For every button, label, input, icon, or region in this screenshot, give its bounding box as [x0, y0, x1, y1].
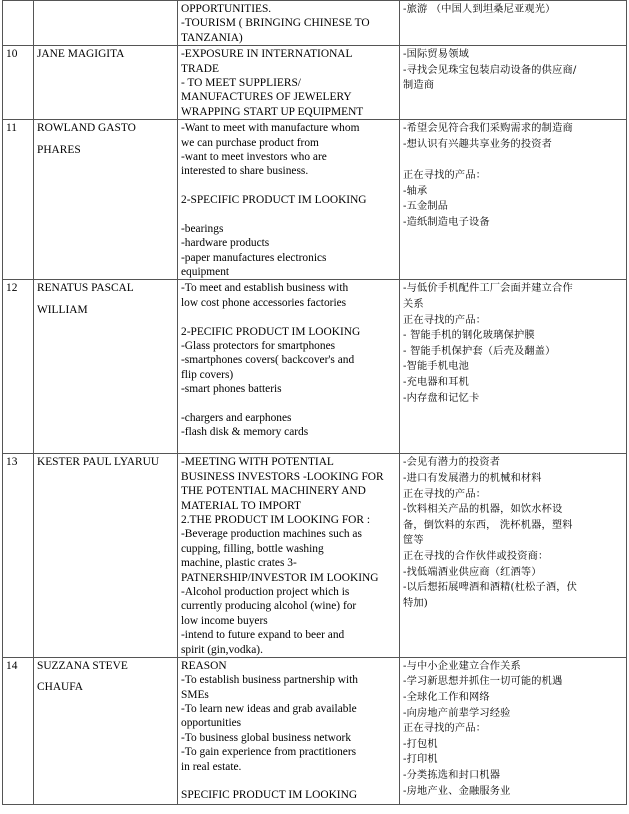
- english-description-line: -Want to meet with manufacture whom: [181, 122, 360, 135]
- row-number: [3, 280, 34, 454]
- row-number: [3, 46, 34, 120]
- english-description-line: BUSINESS INVESTORS -LOOKING FOR: [181, 470, 384, 483]
- row-number-text: 11: [6, 122, 17, 135]
- chinese-description-line: 正在寻找的产品：: [403, 488, 487, 500]
- english-description-line: cupping, filling, bottle washing: [181, 542, 324, 555]
- chinese-description-line: -分类拣选和封口机器: [403, 770, 501, 782]
- row-number: [3, 454, 34, 657]
- english-description-line: opportunities: [181, 717, 242, 730]
- english-description-line: -To meet and establish business with: [181, 282, 349, 295]
- row-number-text: 10: [6, 48, 18, 61]
- english-description-line: -EXPOSURE IN INTERNATIONAL: [181, 48, 353, 61]
- row-number: [3, 120, 34, 280]
- english-description: [178, 120, 400, 280]
- blank-line: [181, 207, 396, 221]
- chinese-description-line: -饮料相关产品的机器，如饮水杯设: [403, 504, 563, 516]
- blank-line: [403, 152, 623, 168]
- chinese-description-line: -内存盘和记忆卡: [403, 392, 480, 404]
- chinese-description: [400, 657, 627, 804]
- chinese-description-line: -与中小企业建立合作关系: [403, 660, 521, 672]
- chinese-description-line: -旅游 （中国人到坦桑尼亚观光）: [403, 4, 556, 15]
- chinese-description-line: 正在寻找的合作伙伴或投资商：: [403, 550, 549, 562]
- chinese-description: [400, 120, 627, 280]
- english-description-line: TRADE: [181, 62, 219, 75]
- chinese-description-line: -打印机: [403, 754, 438, 766]
- english-description-line: machine, plastic crates 3-: [181, 557, 297, 570]
- blank-line: [181, 397, 396, 411]
- chinese-description-line: -进口有发展潜力的机械和材料: [403, 473, 542, 485]
- english-description-line: SPECIFIC PRODUCT IM LOOKING: [181, 789, 358, 802]
- table-row: [3, 657, 627, 804]
- participant-name-line: KESTER PAUL LYARUU: [37, 456, 160, 469]
- chinese-description-line: 筐等: [403, 535, 424, 547]
- english-description-line: interested to share business.: [181, 165, 309, 178]
- chinese-description-line: -寻找会见珠宝包装启动设备的供应商/: [403, 64, 577, 76]
- english-description-line: OPPORTUNITIES.: [181, 3, 272, 15]
- chinese-description-line: -轴承: [403, 185, 428, 197]
- participant-name: [34, 120, 178, 280]
- english-description-line: -chargers and earphones: [181, 411, 292, 424]
- chinese-description-line: 关系: [403, 299, 424, 311]
- english-description-line: -want to meet investors who are: [181, 150, 327, 163]
- english-description: [178, 454, 400, 657]
- english-description-line: flip covers): [181, 368, 234, 381]
- chinese-description-line: -与低价手机配件工厂会面并建立合作: [403, 283, 573, 295]
- chinese-description: [400, 46, 627, 120]
- chinese-description-line: -希望会见符合我们采购需求的制造商: [403, 123, 573, 135]
- participants-table-body: [3, 1, 627, 805]
- english-description: [178, 657, 400, 804]
- row-number-text: 12: [6, 282, 18, 295]
- chinese-description-line: -房地产业、金融服务业: [403, 785, 511, 797]
- table-row: [3, 1, 627, 46]
- chinese-description-line: -智能手机电池: [403, 361, 469, 373]
- english-description-line: 2-SPECIFIC PRODUCT IM LOOKING: [181, 194, 367, 207]
- english-description: [178, 46, 400, 120]
- chinese-description-line: -全球化工作和网络: [403, 692, 490, 704]
- english-description-line: -paper manufactures electronics: [181, 251, 327, 264]
- participant-name: [34, 46, 178, 120]
- english-description-line: SMEs: [181, 688, 209, 701]
- chinese-description-line: -充电器和耳机: [403, 376, 469, 388]
- chinese-description-line: - 智能手机的钢化玻璃保护膜: [403, 330, 535, 342]
- english-description-line: 2.THE PRODUCT IM LOOKING FOR :: [181, 513, 371, 526]
- participant-name: [34, 1, 178, 46]
- english-description-line: -smart phones batteris: [181, 383, 282, 396]
- english-description-line: -To gain experience from practitioners: [181, 746, 357, 759]
- english-description: [178, 1, 400, 46]
- english-description-line: REASON: [181, 659, 227, 672]
- chinese-description-line: -向房地产前辈学习经验: [403, 707, 511, 719]
- english-description-line: -Beverage production machines such as: [181, 528, 362, 541]
- chinese-description-line: 正在寻找的产品：: [403, 169, 487, 181]
- chinese-description-line: -国际贸易领域: [403, 49, 469, 61]
- english-description-line: currently producing alcohol (wine) for: [181, 600, 357, 613]
- participant-name-line: ROWLAND GASTO: [37, 122, 136, 135]
- chinese-description: [400, 1, 627, 46]
- english-description-line: -flash disk & memory cards: [181, 426, 309, 439]
- english-description-line: -Alcohol production project which is: [181, 585, 350, 598]
- table-row: [3, 120, 627, 280]
- english-description-line: spirit (gin,vodka).: [181, 643, 263, 656]
- chinese-description-line: -五金制品: [403, 201, 449, 213]
- chinese-description-line: -学习新思想并抓住一切可能的机遇: [403, 676, 563, 688]
- chinese-description: [400, 454, 627, 657]
- participant-name: [34, 280, 178, 454]
- english-description-line: equipment: [181, 266, 230, 279]
- english-description-line: -Glass protectors for smartphones: [181, 339, 336, 352]
- english-description-line: TANZANIA): [181, 31, 243, 44]
- participant-name-line: WILLIAM: [37, 303, 88, 316]
- participant-name-line: RENATUS PASCAL: [37, 282, 134, 295]
- english-description-line: PATNERSHIP/INVESTOR IM LOOKING: [181, 571, 379, 584]
- participant-name-line: PHARES: [37, 143, 81, 156]
- english-description-line: -To business global business network: [181, 731, 352, 744]
- english-description-line: -To learn new ideas and grab available: [181, 703, 357, 716]
- chinese-description-line: -会见有潜力的投资者: [403, 457, 501, 469]
- english-description-line: MATERIAL TO IMPORT: [181, 499, 301, 512]
- participant-name-line: JANE MAGIGITA: [37, 48, 125, 61]
- blank-line: [181, 310, 396, 324]
- table-row: [3, 46, 627, 120]
- english-description: [178, 280, 400, 454]
- chinese-description-line: - 智能手机保护套（后壳及翻盖）: [403, 345, 556, 357]
- english-description-line: low cost phone accessories factories: [181, 296, 347, 309]
- participant-name: [34, 657, 178, 804]
- row-number: [3, 1, 34, 46]
- participant-name-line: CHAUFA: [37, 681, 83, 694]
- english-description-line: -bearings: [181, 222, 224, 235]
- english-description-line: -hardware products: [181, 237, 270, 250]
- row-number-text: 14: [6, 659, 18, 672]
- chinese-description: [400, 280, 627, 454]
- english-description-line: 2-PECIFIC PRODUCT IM LOOKING: [181, 325, 361, 338]
- english-description-line: -TOURISM ( BRINGING CHINESE TO: [181, 17, 370, 30]
- row-number-text: 13: [6, 456, 18, 469]
- english-description-line: - TO MEET SUPPLIERS/: [181, 76, 301, 89]
- participants-table: [2, 0, 627, 805]
- chinese-description-line: -想认识有兴趣共享业务的投资者: [403, 138, 553, 150]
- chinese-description-line: 特加): [403, 597, 428, 609]
- row-number-text: [6, 2, 30, 16]
- english-description-line: we can purchase product from: [181, 136, 319, 149]
- chinese-description-line: -找低端酒业供应商（红酒等）: [403, 566, 542, 578]
- english-description-line: -smartphones covers( backcover's and: [181, 354, 355, 367]
- chinese-description-line: 制造商: [403, 80, 435, 92]
- table-row: [3, 280, 627, 454]
- table-row: [3, 454, 627, 657]
- blank-line: [181, 179, 396, 193]
- chinese-description-line: 正在寻找的产品：: [403, 723, 487, 735]
- chinese-description-line: 正在寻找的产品：: [403, 314, 487, 326]
- english-description-line: THE POTENTIAL MACHINERY AND: [181, 485, 366, 498]
- chinese-description-line: 备，倒饮料的东西， 洗杯机器，塑料: [403, 519, 573, 531]
- participant-name: [34, 454, 178, 657]
- chinese-description-line: -打包机: [403, 738, 438, 750]
- english-description-line: -To establish business partnership with: [181, 674, 358, 687]
- chinese-description-line: -以后想拓展啤酒和酒精(杜松子酒，伏: [403, 582, 578, 594]
- english-description-line: low income buyers: [181, 614, 268, 627]
- english-description-line: WRAPPING START UP EQUIPMENT: [181, 105, 364, 118]
- english-description-line: MANUFACTURES OF JEWELERY: [181, 91, 352, 104]
- participant-name-line: SUZZANA STEVE: [37, 659, 128, 672]
- chinese-description-line: -造纸制造电子设备: [403, 216, 490, 228]
- blank-line: [181, 774, 396, 788]
- english-description-line: -intend to future expand to beer and: [181, 629, 345, 642]
- english-description-line: -MEETING WITH POTENTIAL: [181, 456, 334, 469]
- english-description-line: in real estate.: [181, 760, 242, 773]
- row-number: [3, 657, 34, 804]
